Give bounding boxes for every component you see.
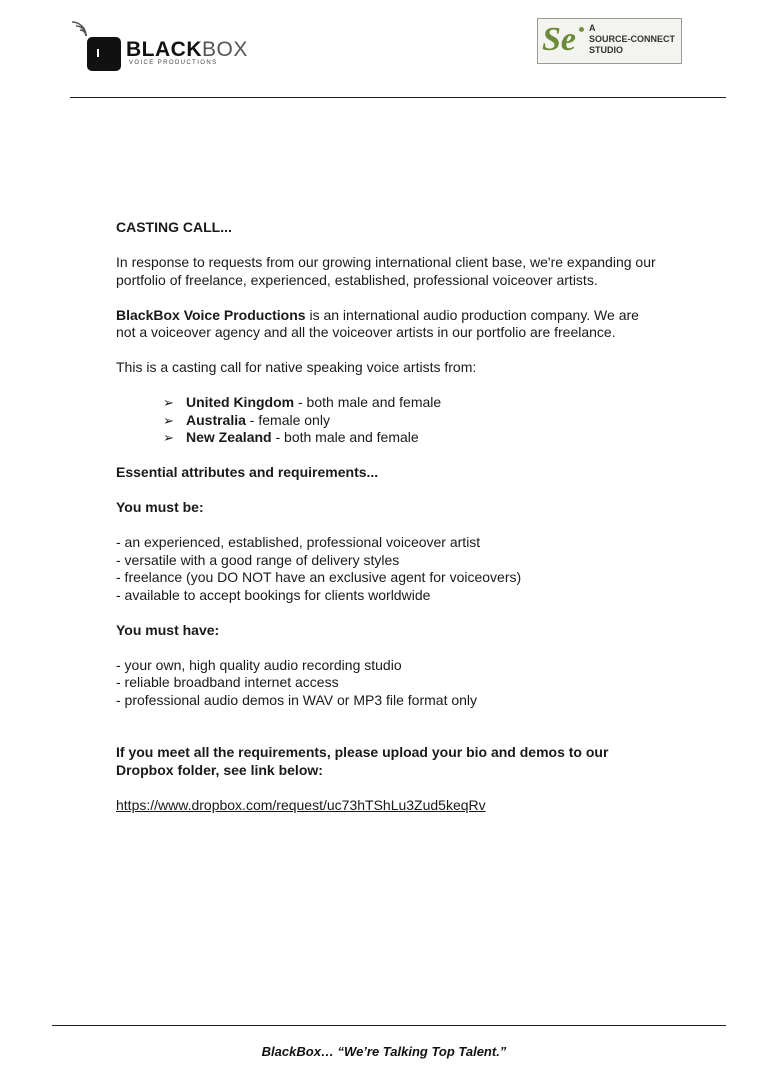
list-item: ➢ New Zealand - both male and female: [163, 429, 419, 445]
arrow-bullet-icon: ➢: [163, 430, 174, 445]
blackbox-square-icon: [87, 37, 121, 71]
attributes-heading: Essential attributes and requirements...: [116, 464, 379, 480]
blackbox-wordmark: BLACKBOX: [126, 38, 248, 61]
list-item: - freelance (you DO NOT have an exclusive agent for voiceovers): [116, 569, 522, 585]
call-to-action: If you meet all the requirements, please upload your bio and demos to our Dropbox folder, see link below:: [116, 744, 609, 778]
source-connect-logo: [537, 18, 682, 64]
list-item: - reliable broadband internet access: [116, 674, 339, 690]
heading-casting-call: CASTING CALL...: [116, 219, 232, 235]
arrow-bullet-icon: ➢: [163, 412, 174, 428]
source-connect-dot-icon: [579, 27, 584, 32]
footer-tagline: BlackBox… “We’re Talking Top Talent.”: [261, 1044, 507, 1059]
must-have-heading: You must have:: [116, 621, 220, 638]
document-body: [116, 219, 656, 814]
list-item: - available to accept bookings for clients worldwide: [116, 586, 431, 603]
country-list: [116, 394, 656, 447]
list-item: - an experienced, established, professional voiceover artist: [116, 534, 481, 550]
list-item: - versatile with a good range of delivery styles: [116, 551, 400, 568]
list-item: - your own, high quality audio recording studio: [116, 656, 402, 673]
must-be-heading: You must be:: [116, 499, 204, 515]
arrow-bullet-icon: ➢: [163, 395, 174, 410]
list-item: ➢ United Kingdom - both male and female: [163, 394, 442, 410]
blackbox-logo: [70, 20, 270, 72]
header-divider: [70, 97, 726, 98]
company-name: BlackBox Voice Productions: [116, 306, 306, 323]
casting-line: This is a casting call for native speaking voice artists from:: [116, 359, 477, 375]
source-connect-mark: Se: [542, 21, 576, 58]
list-item: - professional audio demos in WAV or MP3 file format only: [116, 691, 478, 708]
list-item: ➢ Australia - female only: [163, 411, 330, 428]
source-connect-text: A SOURCE-CONNECT STUDIO: [589, 23, 676, 55]
intro-paragraph: In response to requests from our growing international client base, we're expanding our portfolio of freelance, experienced, established, professional voiceover artists.: [116, 254, 656, 288]
company-paragraph: [116, 307, 656, 342]
footer-divider: [52, 1025, 726, 1026]
dropbox-link[interactable]: https://www.dropbox.com/request/uc73hTShLu3Zud5keqRv: [116, 796, 486, 813]
blackbox-subtitle: VOICE PRODUCTIONS: [129, 60, 218, 66]
company-description: is an international audio production company. We are not a voiceover agency and all the voiceover artists in our portfolio are freelance.: [116, 306, 639, 340]
